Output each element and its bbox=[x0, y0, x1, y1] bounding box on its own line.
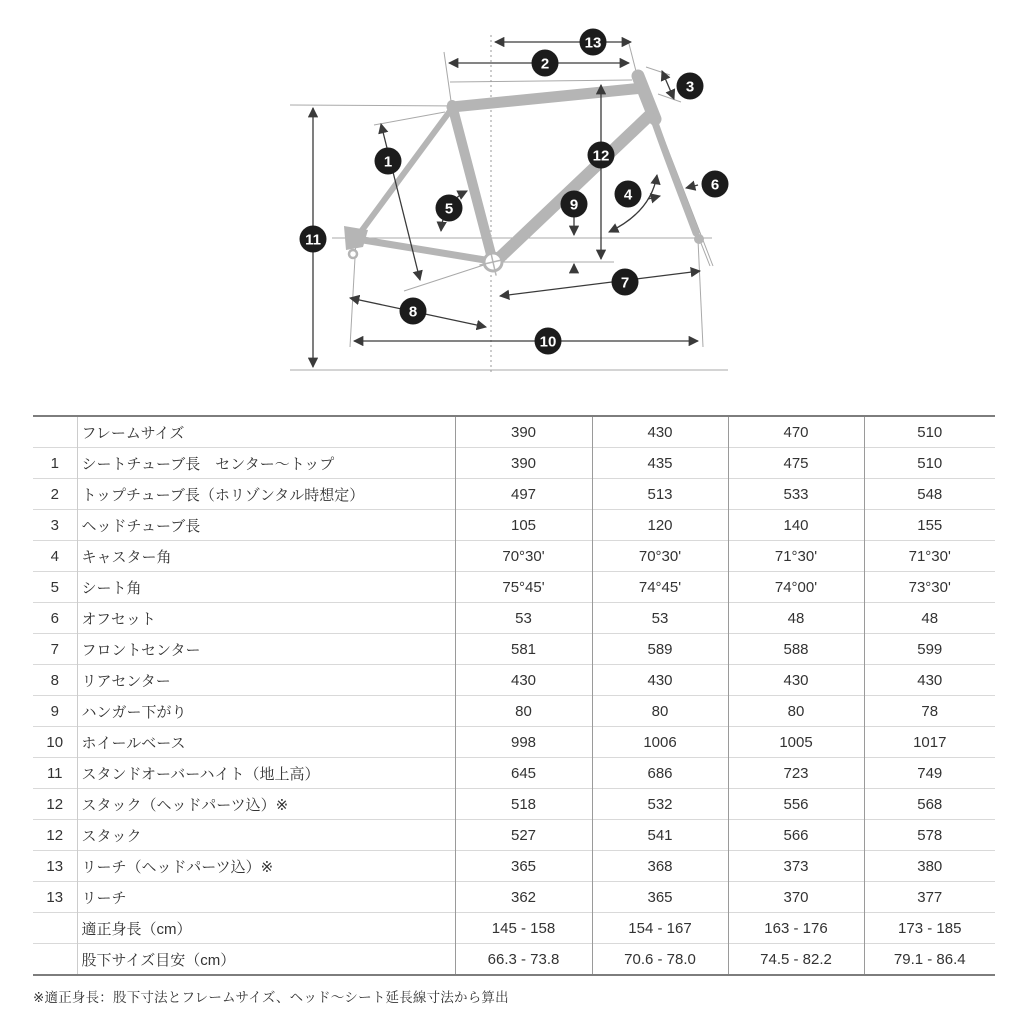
badge-7-label: 7 bbox=[620, 274, 630, 292]
front-dropout bbox=[694, 234, 704, 244]
row-value: 173 - 185 bbox=[864, 913, 995, 944]
badge-2 bbox=[532, 50, 559, 77]
badge-11 bbox=[300, 226, 327, 253]
row-value: 510 bbox=[864, 416, 995, 448]
row-number: 5 bbox=[33, 572, 77, 603]
row-label: スタック（ヘッドパーツ込）※ bbox=[77, 789, 455, 820]
row-value: 140 bbox=[728, 510, 864, 541]
badge-5-label: 5 bbox=[444, 200, 454, 218]
row-value: 53 bbox=[455, 603, 592, 634]
row-value: 79.1 - 86.4 bbox=[864, 944, 995, 976]
row-label: トップチューブ長（ホリゾンタル時想定） bbox=[77, 479, 455, 510]
table-row bbox=[33, 572, 995, 603]
row-label: シート角 bbox=[77, 572, 455, 603]
badge-6-label: 6 bbox=[710, 176, 720, 194]
row-value: 430 bbox=[728, 665, 864, 696]
row-label: ハンガー下がり bbox=[77, 696, 455, 727]
geometry-spec-table bbox=[33, 415, 995, 976]
row-value: 470 bbox=[728, 416, 864, 448]
row-label: スタック bbox=[77, 820, 455, 851]
row-value: 518 bbox=[455, 789, 592, 820]
row-value: 66.3 - 73.8 bbox=[455, 944, 592, 976]
row-number: 12 bbox=[33, 820, 77, 851]
row-label: フロントセンター bbox=[77, 634, 455, 665]
badge-13 bbox=[580, 29, 607, 56]
row-value: 556 bbox=[728, 789, 864, 820]
badge-9-label: 9 bbox=[569, 196, 579, 214]
badge-2-label: 2 bbox=[540, 55, 550, 73]
row-value: 365 bbox=[592, 882, 728, 913]
badge-6 bbox=[702, 171, 729, 198]
table-row bbox=[33, 758, 995, 789]
row-label: 股下サイズ目安（cm） bbox=[77, 944, 455, 976]
row-label: オフセット bbox=[77, 603, 455, 634]
row-value: 75°45' bbox=[455, 572, 592, 603]
row-number: 3 bbox=[33, 510, 77, 541]
row-value: 686 bbox=[592, 758, 728, 789]
row-value: 390 bbox=[455, 416, 592, 448]
row-value: 430 bbox=[455, 665, 592, 696]
row-number: 7 bbox=[33, 634, 77, 665]
row-value: 362 bbox=[455, 882, 592, 913]
construction-lines bbox=[290, 35, 728, 372]
row-label: リーチ bbox=[77, 882, 455, 913]
row-value: 145 - 158 bbox=[455, 913, 592, 944]
badge-9 bbox=[561, 191, 588, 218]
row-value: 48 bbox=[728, 603, 864, 634]
table-row bbox=[33, 696, 995, 727]
table-row bbox=[33, 479, 995, 510]
row-number: 10 bbox=[33, 727, 77, 758]
row-value: 527 bbox=[455, 820, 592, 851]
badge-10 bbox=[535, 328, 562, 355]
badge-12 bbox=[588, 142, 615, 169]
row-value: 645 bbox=[455, 758, 592, 789]
badge-11-label: 11 bbox=[305, 231, 321, 249]
row-value: 163 - 176 bbox=[728, 913, 864, 944]
row-number: 1 bbox=[33, 448, 77, 479]
badge-3 bbox=[677, 73, 704, 100]
row-label: リーチ（ヘッドパーツ込）※ bbox=[77, 851, 455, 882]
table-row bbox=[33, 603, 995, 634]
row-number: 11 bbox=[33, 758, 77, 789]
table-row bbox=[33, 789, 995, 820]
badge-1 bbox=[375, 148, 402, 175]
row-number: 4 bbox=[33, 541, 77, 572]
bike-geometry-svg bbox=[0, 0, 1024, 410]
badge-5 bbox=[436, 195, 463, 222]
table-row bbox=[33, 944, 995, 976]
row-value: 435 bbox=[592, 448, 728, 479]
footnote: ※適正身長：股下寸法とフレームサイズ、ヘッド〜シート延長線寸法から算出 bbox=[33, 990, 509, 1005]
row-value: 1017 bbox=[864, 727, 995, 758]
row-value: 1006 bbox=[592, 727, 728, 758]
row-value: 588 bbox=[728, 634, 864, 665]
row-label: シートチューブ長 センター〜トップ bbox=[77, 448, 455, 479]
badge-12-label: 12 bbox=[592, 147, 610, 165]
row-value: 578 bbox=[864, 820, 995, 851]
table-row bbox=[33, 820, 995, 851]
row-value: 74°45' bbox=[592, 572, 728, 603]
row-value: 599 bbox=[864, 634, 995, 665]
row-value: 430 bbox=[864, 665, 995, 696]
row-value: 71°30' bbox=[864, 541, 995, 572]
row-label: キャスター角 bbox=[77, 541, 455, 572]
row-value: 723 bbox=[728, 758, 864, 789]
row-value: 581 bbox=[455, 634, 592, 665]
row-label: 適正身長（cm） bbox=[77, 913, 455, 944]
row-number bbox=[33, 944, 77, 976]
table-row bbox=[33, 913, 995, 944]
row-value: 70.6 - 78.0 bbox=[592, 944, 728, 976]
row-number bbox=[33, 913, 77, 944]
frame-geometry-diagram bbox=[0, 0, 1024, 410]
row-label: リアセンター bbox=[77, 665, 455, 696]
row-value: 105 bbox=[455, 510, 592, 541]
row-value: 48 bbox=[864, 603, 995, 634]
table-row bbox=[33, 882, 995, 913]
row-value: 120 bbox=[592, 510, 728, 541]
row-value: 1005 bbox=[728, 727, 864, 758]
row-label: ヘッドチューブ長 bbox=[77, 510, 455, 541]
row-value: 568 bbox=[864, 789, 995, 820]
row-value: 73°30' bbox=[864, 572, 995, 603]
row-value: 532 bbox=[592, 789, 728, 820]
badge-3-label: 3 bbox=[685, 78, 695, 96]
table-row bbox=[33, 727, 995, 758]
badge-10-label: 10 bbox=[539, 333, 557, 351]
row-value: 390 bbox=[455, 448, 592, 479]
badge-4-label: 4 bbox=[623, 186, 633, 204]
table-row bbox=[33, 634, 995, 665]
badge-8 bbox=[400, 298, 427, 325]
row-number: 2 bbox=[33, 479, 77, 510]
row-value: 513 bbox=[592, 479, 728, 510]
badge-8-label: 8 bbox=[408, 303, 418, 321]
table-row bbox=[33, 510, 995, 541]
row-value: 365 bbox=[455, 851, 592, 882]
row-value: 589 bbox=[592, 634, 728, 665]
geometry-spec-table-wrap bbox=[33, 415, 995, 976]
row-number: 8 bbox=[33, 665, 77, 696]
row-value: 548 bbox=[864, 479, 995, 510]
row-value: 377 bbox=[864, 882, 995, 913]
row-number bbox=[33, 416, 77, 448]
rear-dropout bbox=[344, 226, 368, 258]
row-value: 533 bbox=[728, 479, 864, 510]
row-value: 80 bbox=[455, 696, 592, 727]
row-value: 541 bbox=[592, 820, 728, 851]
row-number: 13 bbox=[33, 882, 77, 913]
row-value: 155 bbox=[864, 510, 995, 541]
row-value: 74°00' bbox=[728, 572, 864, 603]
row-value: 380 bbox=[864, 851, 995, 882]
spec-table-body bbox=[33, 416, 995, 975]
row-number: 13 bbox=[33, 851, 77, 882]
row-value: 368 bbox=[592, 851, 728, 882]
row-value: 998 bbox=[455, 727, 592, 758]
row-value: 510 bbox=[864, 448, 995, 479]
row-value: 430 bbox=[592, 665, 728, 696]
row-value: 74.5 - 82.2 bbox=[728, 944, 864, 976]
row-value: 70°30' bbox=[592, 541, 728, 572]
row-value: 475 bbox=[728, 448, 864, 479]
row-number: 9 bbox=[33, 696, 77, 727]
row-value: 154 - 167 bbox=[592, 913, 728, 944]
row-value: 80 bbox=[592, 696, 728, 727]
table-row bbox=[33, 416, 995, 448]
row-value: 497 bbox=[455, 479, 592, 510]
row-value: 78 bbox=[864, 696, 995, 727]
badge-13-label: 13 bbox=[584, 34, 602, 52]
badge-1-label: 1 bbox=[383, 153, 393, 171]
row-value: 71°30' bbox=[728, 541, 864, 572]
row-value: 70°30' bbox=[455, 541, 592, 572]
badge-4 bbox=[615, 181, 642, 208]
row-value: 749 bbox=[864, 758, 995, 789]
row-value: 430 bbox=[592, 416, 728, 448]
row-value: 53 bbox=[592, 603, 728, 634]
row-number: 6 bbox=[33, 603, 77, 634]
row-number: 12 bbox=[33, 789, 77, 820]
row-label: スタンドオーバーハイト（地上高） bbox=[77, 758, 455, 789]
table-row bbox=[33, 541, 995, 572]
table-row bbox=[33, 665, 995, 696]
row-label: フレームサイズ bbox=[77, 416, 455, 448]
row-value: 566 bbox=[728, 820, 864, 851]
row-value: 373 bbox=[728, 851, 864, 882]
row-value: 80 bbox=[728, 696, 864, 727]
table-row bbox=[33, 448, 995, 479]
row-value: 370 bbox=[728, 882, 864, 913]
table-row bbox=[33, 851, 995, 882]
badge-7 bbox=[612, 269, 639, 296]
row-label: ホイールベース bbox=[77, 727, 455, 758]
